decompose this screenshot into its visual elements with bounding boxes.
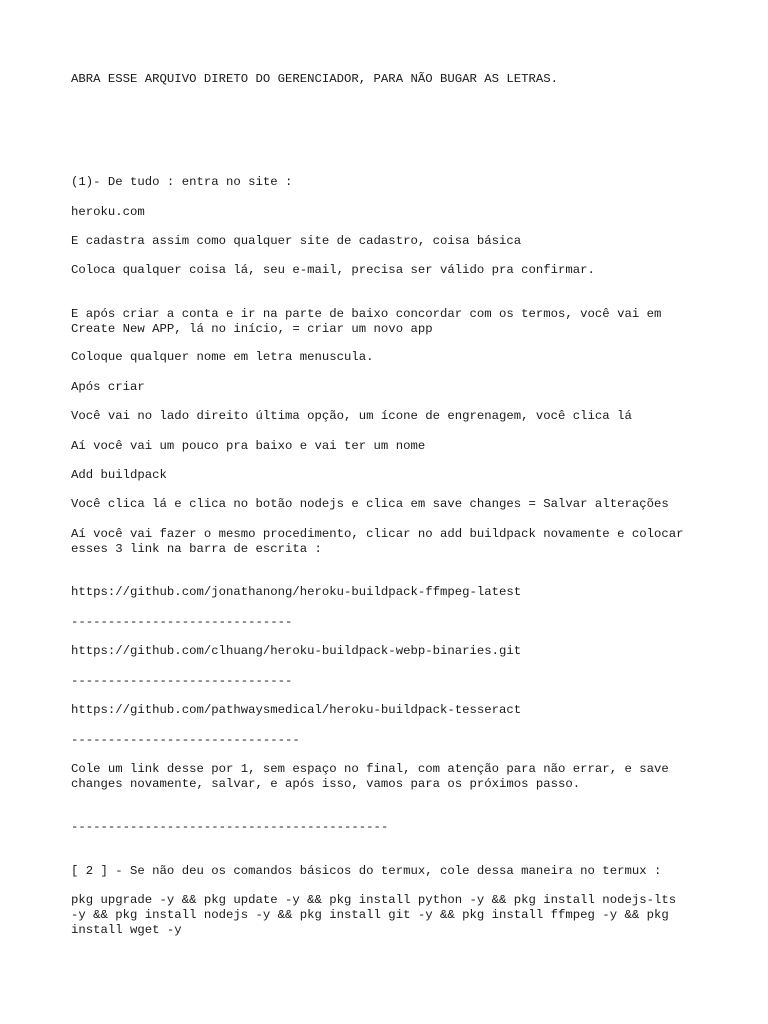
separator-4: ------------------------------------------- — [71, 820, 389, 834]
email-instruction: Coloca qualquer coisa lá, seu e-mail, precisa ser válido pra confirmar. — [71, 263, 595, 277]
gear-instruction: Você vai no lado direito última opção, um ícone de engrenagem, você clica lá — [71, 409, 632, 423]
add-buildpack-label: Add buildpack — [71, 468, 167, 482]
document-header: ABRA ESSE ARQUIVO DIRETO DO GERENCIADOR, PARA NÃO BUGAR AS LETRAS. — [71, 72, 559, 86]
buildpack-link-webp[interactable]: https://github.com/clhuang/heroku-buildpack-webp-binaries.git — [71, 644, 522, 658]
step-2-title: [ 2 ] - Se não deu os comandos básicos do termux, cole dessa maneira no termux : — [71, 864, 662, 878]
create-app-instruction: E após criar a conta e ir na parte de baixo concordar com os termos, você vai em Create New APP, lá no início, = criar um novo app — [71, 307, 662, 336]
site-name: heroku.com — [71, 205, 145, 219]
repeat-instruction: Aí você vai fazer o mesmo procedimento, clicar no add buildpack novamente e colocar esses 3 link na barra de escrita : — [71, 527, 684, 556]
app-name-instruction: Coloque qualquer nome em letra menuscula. — [71, 350, 374, 364]
termux-command[interactable]: pkg upgrade -y && pkg update -y && pkg install python -y && pkg install nodejs-lts -y && pkg install nodejs -y && pkg install git -y && pkg install ffmpeg -y && pkg install wget -y — [71, 893, 677, 937]
step-1-title: (1)- De tudo : entra no site : — [71, 175, 293, 189]
buildpack-link-tesseract[interactable]: https://github.com/pathwaysmedical/heroku-buildpack-tesseract — [71, 703, 522, 717]
paste-instruction: Cole um link desse por 1, sem espaço no final, com atenção para não errar, e save changes novamente, salvar, e após isso, vamos para os próximos passo. — [71, 762, 669, 791]
buildpack-link-ffmpeg[interactable]: https://github.com/jonathanong/heroku-buildpack-ffmpeg-latest — [71, 585, 522, 599]
scroll-instruction: Aí você vai um pouco pra baixo e vai ter um nome — [71, 439, 426, 453]
separator-1: ------------------------------ — [71, 615, 293, 629]
after-create-label: Após criar — [71, 380, 145, 394]
signup-instruction: E cadastra assim como qualquer site de cadastro, coisa básica — [71, 234, 522, 248]
separator-3: ------------------------------- — [71, 733, 300, 747]
separator-2: ------------------------------ — [71, 674, 293, 688]
nodejs-instruction: Você clica lá e clica no botão nodejs e clica em save changes = Salvar alterações — [71, 497, 669, 511]
